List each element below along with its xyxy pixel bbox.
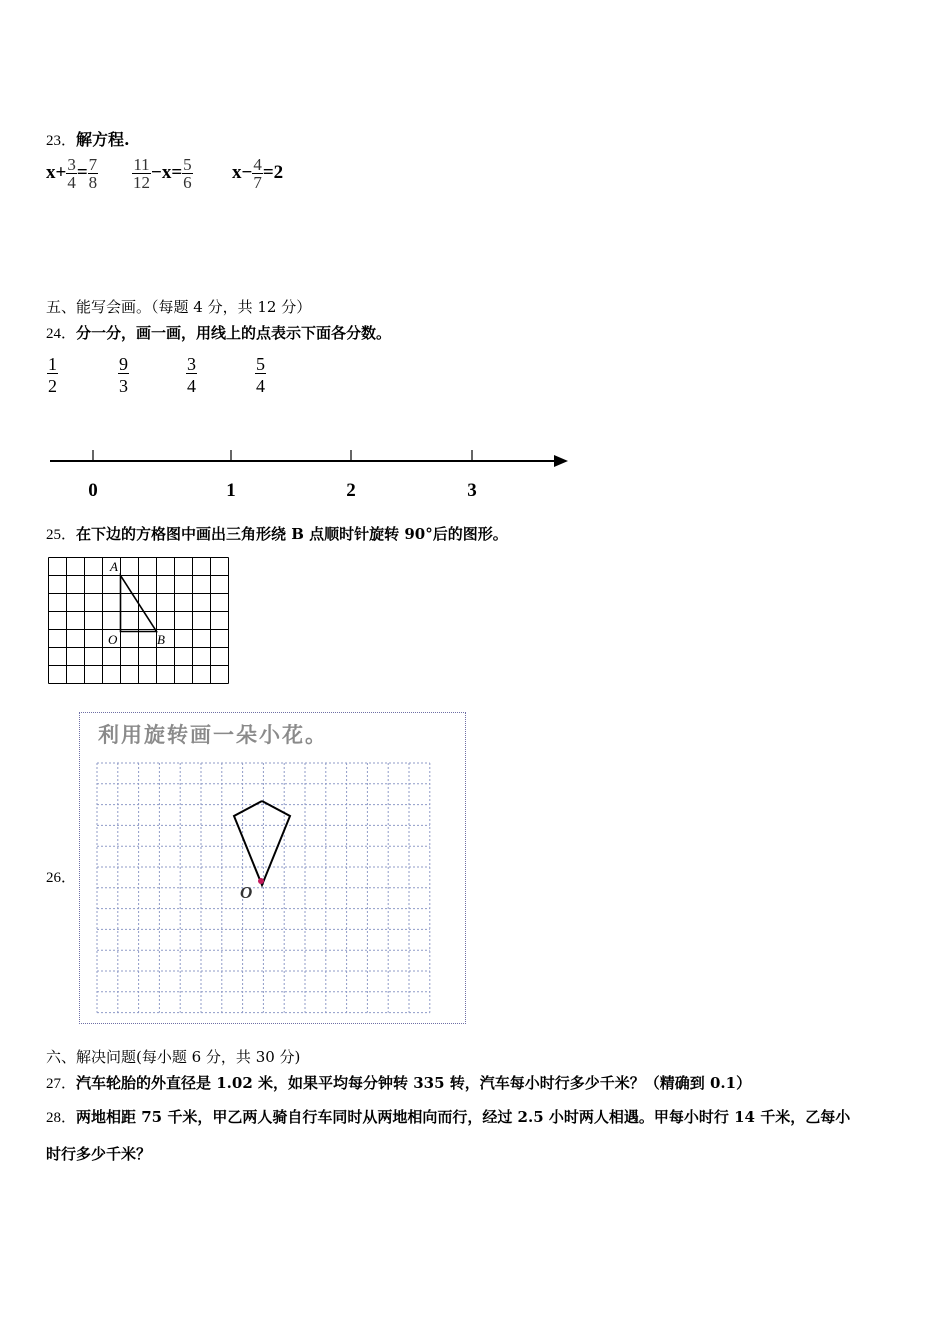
question-25-heading bbox=[46, 523, 508, 544]
equation-3-lhs: x− bbox=[232, 161, 253, 183]
question-23-title: 解方程. bbox=[76, 130, 130, 149]
q26-flower-panel bbox=[79, 712, 466, 1024]
fraction-denominator: 8 bbox=[88, 173, 98, 192]
section-6-title: 六、解决问题(每小题 6 分，共 30 分) bbox=[46, 1048, 301, 1066]
fraction-denominator: 2 bbox=[47, 373, 58, 395]
fraction-denominator: 6 bbox=[183, 173, 192, 192]
tick-label-0: 0 bbox=[88, 480, 98, 501]
fraction-eleven-twelfths bbox=[132, 156, 151, 191]
number-line bbox=[46, 445, 576, 505]
fraction-denominator: 4 bbox=[186, 373, 197, 395]
point-label-O: O bbox=[108, 632, 118, 647]
fraction-numerator: 5 bbox=[183, 155, 192, 174]
fraction-three-quarters bbox=[66, 156, 77, 191]
fraction-denominator: 4 bbox=[255, 373, 266, 395]
equation-1 bbox=[46, 156, 98, 191]
question-25-number: 25． bbox=[46, 527, 77, 543]
tick-label-2: 2 bbox=[346, 480, 356, 501]
fraction-numerator: 3 bbox=[187, 354, 196, 374]
fraction-denominator: 4 bbox=[67, 173, 76, 192]
section-5-title: 五、能写会画。（每题 4 分，共 12 分） bbox=[46, 298, 312, 316]
point-label-O: O bbox=[240, 883, 253, 902]
fraction-seven-eighths bbox=[88, 156, 99, 191]
question-27-text: 汽车轮胎的外直径是 1.02 米，如果平均每分钟转 335 转，汽车每小时行多少千米？（精确到 0.1） bbox=[76, 1074, 752, 1092]
q25-grid-figure bbox=[46, 555, 232, 688]
dotted-grid bbox=[97, 763, 430, 1013]
fraction-denominator: 12 bbox=[133, 173, 150, 192]
number-line-arrow bbox=[554, 455, 568, 467]
tick-label-3: 3 bbox=[467, 480, 477, 501]
q24-fraction-1 bbox=[47, 355, 58, 395]
fraction-five-sixths bbox=[182, 156, 193, 191]
equation-3-rhs: =2 bbox=[262, 161, 284, 183]
fraction-numerator: 9 bbox=[119, 354, 128, 374]
question-23-heading bbox=[46, 127, 130, 150]
question-28 bbox=[46, 1106, 850, 1127]
fraction-denominator: 7 bbox=[253, 173, 262, 192]
question-27-number: 27． bbox=[46, 1076, 77, 1092]
question-24-number: 24． bbox=[46, 326, 77, 342]
question-24-heading bbox=[46, 322, 391, 343]
question-25-text: 在下边的方格图中画出三角形绕 B 点顺时针旋转 90°后的图形。 bbox=[76, 525, 508, 543]
question-23-number: 23． bbox=[46, 133, 77, 149]
equation-2-middle: −x= bbox=[151, 161, 183, 183]
fraction-numerator: 4 bbox=[253, 155, 262, 174]
tick-label-1: 1 bbox=[226, 480, 236, 501]
square-grid bbox=[49, 558, 229, 684]
fraction-numerator: 3 bbox=[67, 155, 76, 174]
equals-sign: = bbox=[76, 161, 88, 183]
equation-3 bbox=[232, 156, 283, 191]
fraction-numerator: 7 bbox=[88, 155, 98, 174]
question-26-number: 26． bbox=[46, 870, 77, 886]
rotation-center-point bbox=[258, 878, 264, 884]
equation-1-lhs: x+ bbox=[46, 161, 67, 183]
fraction-numerator: 11 bbox=[133, 155, 150, 174]
fraction-numerator: 1 bbox=[48, 354, 57, 374]
q24-fraction-2 bbox=[118, 355, 129, 395]
equation-2 bbox=[132, 156, 193, 191]
question-28-line-2: 时行多少千米？ bbox=[46, 1145, 152, 1163]
question-24-text: 分一分，画一画，用线上的点表示下面各分数。 bbox=[76, 324, 392, 342]
point-label-B: B bbox=[157, 632, 165, 647]
question-28-line-1: 两地相距 75 千米，甲乙两人骑自行车同时从两地相向而行，经过 2.5 小时两人相遇。甲每小时行 14 千米，乙每小 bbox=[76, 1108, 851, 1126]
fraction-denominator: 3 bbox=[118, 373, 129, 395]
q26-panel-title: 利用旋转画一朵小花。 bbox=[98, 722, 328, 747]
q24-fraction-4 bbox=[255, 355, 266, 395]
q26-rotation-grid bbox=[80, 713, 465, 1023]
point-label-A: A bbox=[110, 559, 118, 574]
fraction-numerator: 5 bbox=[256, 354, 265, 374]
fraction-four-sevenths bbox=[252, 156, 263, 191]
q24-fraction-3 bbox=[186, 355, 197, 395]
question-27 bbox=[46, 1072, 751, 1093]
question-28-number: 28． bbox=[46, 1110, 77, 1126]
